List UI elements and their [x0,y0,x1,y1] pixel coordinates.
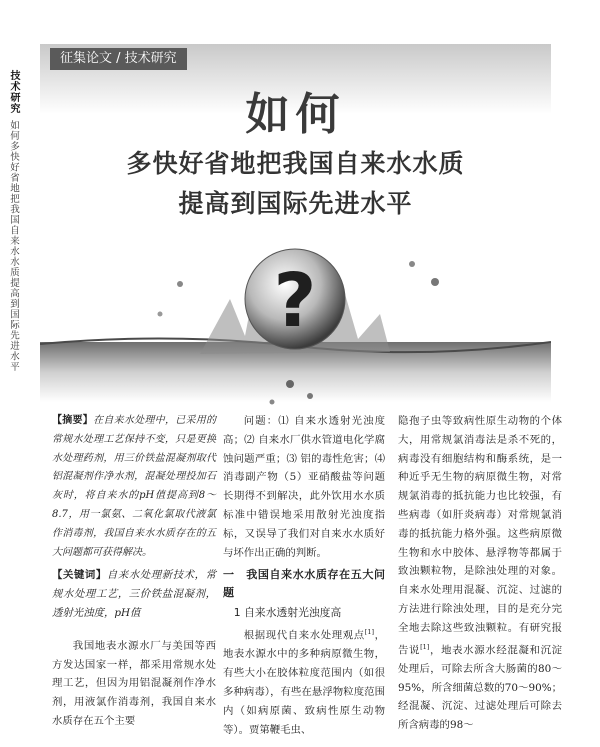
abstract-text: 在自来水处理中，已采用的常规水处理工艺保持不变，只是更换水处理药剂，用三价铁盐混凝剂取代铝混凝剂作净水剂，混凝处理投加石灰时，将自来水的pH值提高到8～8.7，用一氯氨、二氧化氯取代液氯作消毒剂，我国自来水水质存在的五大问题都可获得解决。 [52,415,217,558]
intro-paragraph: 我国地表水源水厂与美国等西方发达国家一样，都采用常规水处理工艺，但因为用铝混凝剂作净水剂，用液氯作消毒剂，我国自来水水质存在五个主要 [52,639,216,727]
title-line-2: 多快好省地把我国自来水水质 [126,149,465,178]
citation: [1] [364,628,375,637]
paragraph-text: ，地表水源水经混凝和沉淀处理后，可除去所含大肠菌的80～95%，所含细菌总数的70～90%；经混凝、沉淀、过滤处理后可除去所含病毒的98～ [398,644,563,732]
hero-banner [40,44,551,414]
section-label: 征集论文 / 技术研究 [50,48,187,70]
paragraph [398,412,562,735]
column-1 [52,412,216,731]
side-tab [6,70,26,372]
paragraph-text: 根据现代自来水处理观点 [243,629,365,642]
abstract [52,412,216,562]
paragraph-text: 隐孢子虫等致病性原生动物的个体大，用常规氯消毒法是杀不死的，病毒没有细胞结构和酶系统，是一种近乎无生物的病原微生物，对常规氯消毒的抵抗能力也比较强，有些病毒（如肝炎病毒）对常规氯消毒的抵抗能力格外强。这些病原微生物和水中胶体、悬浮物等都属于致浊颗粒物，是除浊处理的对象。自来水处理用混凝、沉淀、过滤的方法进行除浊处理，目的是充分完全地去除这些致浊颗粒。有研究报告说 [398,415,562,657]
column-3 [398,412,562,735]
keywords-label: 【关键词】 [52,569,107,582]
subsection-heading: 1 自来水透射光浊度高 [233,606,342,620]
side-category: 技术研究 [8,70,19,114]
keywords [52,566,216,622]
side-vertical-title: 如何多快好省地把我国自来水水质提高到国际先进水平 [8,120,19,372]
paragraph-text: ，地表水源水中的多种病原微生物，有些大小在胶体粒度范围内（如很多种病毒），有些在悬浮物粒度范围内（如病原菌、致病性原生动物等）。贾第鞭毛虫、 [223,629,386,736]
title-line-1: 如何 [245,89,346,140]
abstract-label: 【摘要】 [52,415,94,426]
citation: [1] [420,642,430,651]
column-2 [223,412,385,739]
question-mark-icon: ? [273,258,317,344]
section-heading: 一 我国自来水水质存在五大问题 [223,568,385,600]
title-line-3: 提高到国际先进水平 [178,189,413,218]
keywords-text: 自来水处理新技术，常规水处理工艺，三价铁盐混凝剂，透射光浊度，pH值 [52,569,217,619]
water-splash-illustration [40,224,551,414]
paragraph: 问题：⑴ 自来水透射光浊度高；⑵ 自来水厂供水管道电化学腐蚀问题严重；⑶ 铝的毒性危害；⑷ 消毒副产物（5）亚硝酸盐等问题长期得不到解决，此外饮用水水质标准中错误地采用散射光浊度指标，又误导了我们对自来水水质好与坏作出正确的判断。 [223,415,385,559]
paragraph [223,623,385,739]
